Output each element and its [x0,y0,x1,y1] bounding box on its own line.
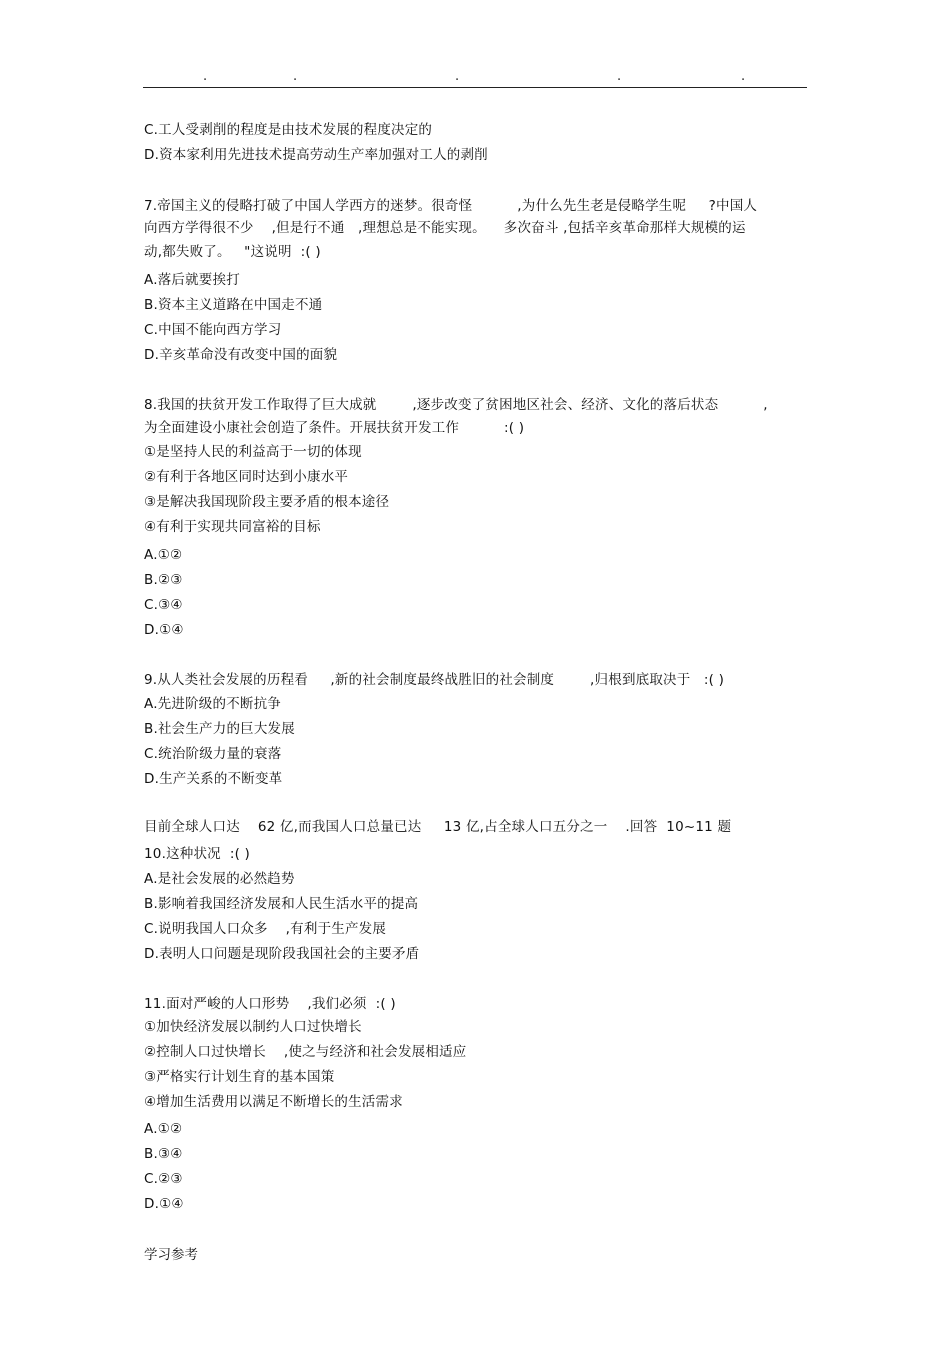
option: D.①④ [144,1196,184,1212]
statement: ①加快经济发展以制约人口过快增长 [144,1019,362,1035]
option: A.①② [144,547,183,563]
question-8-text: 为全面建设小康社会创造了条件。开展扶贫开发工作 :( ) [144,420,525,436]
statement: ④增加生活费用以满足不断增长的生活需求 [144,1094,403,1110]
question-7-text: 向西方学得很不少 ,但是行不通 ,理想总是不能实现。 多次奋斗 ,包括辛亥革命那样大规模的运 [144,220,746,236]
option: A.落后就要挨打 [144,272,240,288]
passage-intro: 目前全球人口达 62 亿,而我国人口总量已达 13 亿,占全球人口五分之一 .回答 10~11 题 [144,819,732,835]
question-7-text: 7.帝国主义的侵略打破了中国人学西方的迷梦。很奇怪 ,为什么先生老是侵略学生呢 ?中国人 [144,198,758,214]
question-9-text: 9.从人类社会发展的历程看 ,新的社会制度最终战胜旧的社会制度 ,归根到底取决于 :( ) [144,672,725,688]
statement: ②有利于各地区同时达到小康水平 [144,469,349,485]
statement: ④有利于实现共同富裕的目标 [144,519,321,535]
header-rule [143,87,807,88]
page-footer: 学习参考 [144,1247,198,1263]
statement: ③是解决我国现阶段主要矛盾的根本途径 [144,494,390,510]
question-7-text: 动,都失败了。 "这说明 :( ) [144,244,321,260]
header-dot: . [741,69,746,84]
option: A.是社会发展的必然趋势 [144,871,295,887]
header-dot: . [455,69,460,84]
statement: ①是坚持人民的利益高于一切的体现 [144,444,362,460]
option: D.辛亥革命没有改变中国的面貌 [144,347,338,363]
text-line: C.工人受剥削的程度是由技术发展的程度决定的 [144,122,433,138]
option: D.①④ [144,622,184,638]
option: C.②③ [144,1171,183,1187]
header-dot: . [617,69,622,84]
option: B.②③ [144,572,183,588]
option: C.中国不能向西方学习 [144,322,282,338]
option: B.社会生产力的巨大发展 [144,721,295,737]
option: A.①② [144,1121,183,1137]
question-10-text: 10.这种状况 :( ) [144,846,251,862]
option: D.生产关系的不断变革 [144,771,283,787]
option: B.资本主义道路在中国走不通 [144,297,323,313]
question-11-text: 11.面对严峻的人口形势 ,我们必须 :( ) [144,996,396,1012]
option: A.先进阶级的不断抗争 [144,696,281,712]
question-8-text: 8.我国的扶贫开发工作取得了巨大成就 ,逐步改变了贫困地区社会、经济、文化的落后状态 , [144,397,768,413]
text-line: D.资本家利用先进技术提高劳动生产率加强对工人的剥削 [144,147,488,163]
option: C.统治阶级力量的衰落 [144,746,282,762]
header-dot: . [203,69,208,84]
option: B.③④ [144,1146,183,1162]
option: C.说明我国人口众多 ,有利于生产发展 [144,921,387,937]
option: C.③④ [144,597,183,613]
header-dot: . [293,69,298,84]
statement: ③严格实行计划生育的基本国策 [144,1069,335,1085]
statement: ②控制人口过快增长 ,使之与经济和社会发展相适应 [144,1044,467,1060]
option: B.影响着我国经济发展和人民生活水平的提高 [144,896,419,912]
option: D.表明人口问题是现阶段我国社会的主要矛盾 [144,946,420,962]
